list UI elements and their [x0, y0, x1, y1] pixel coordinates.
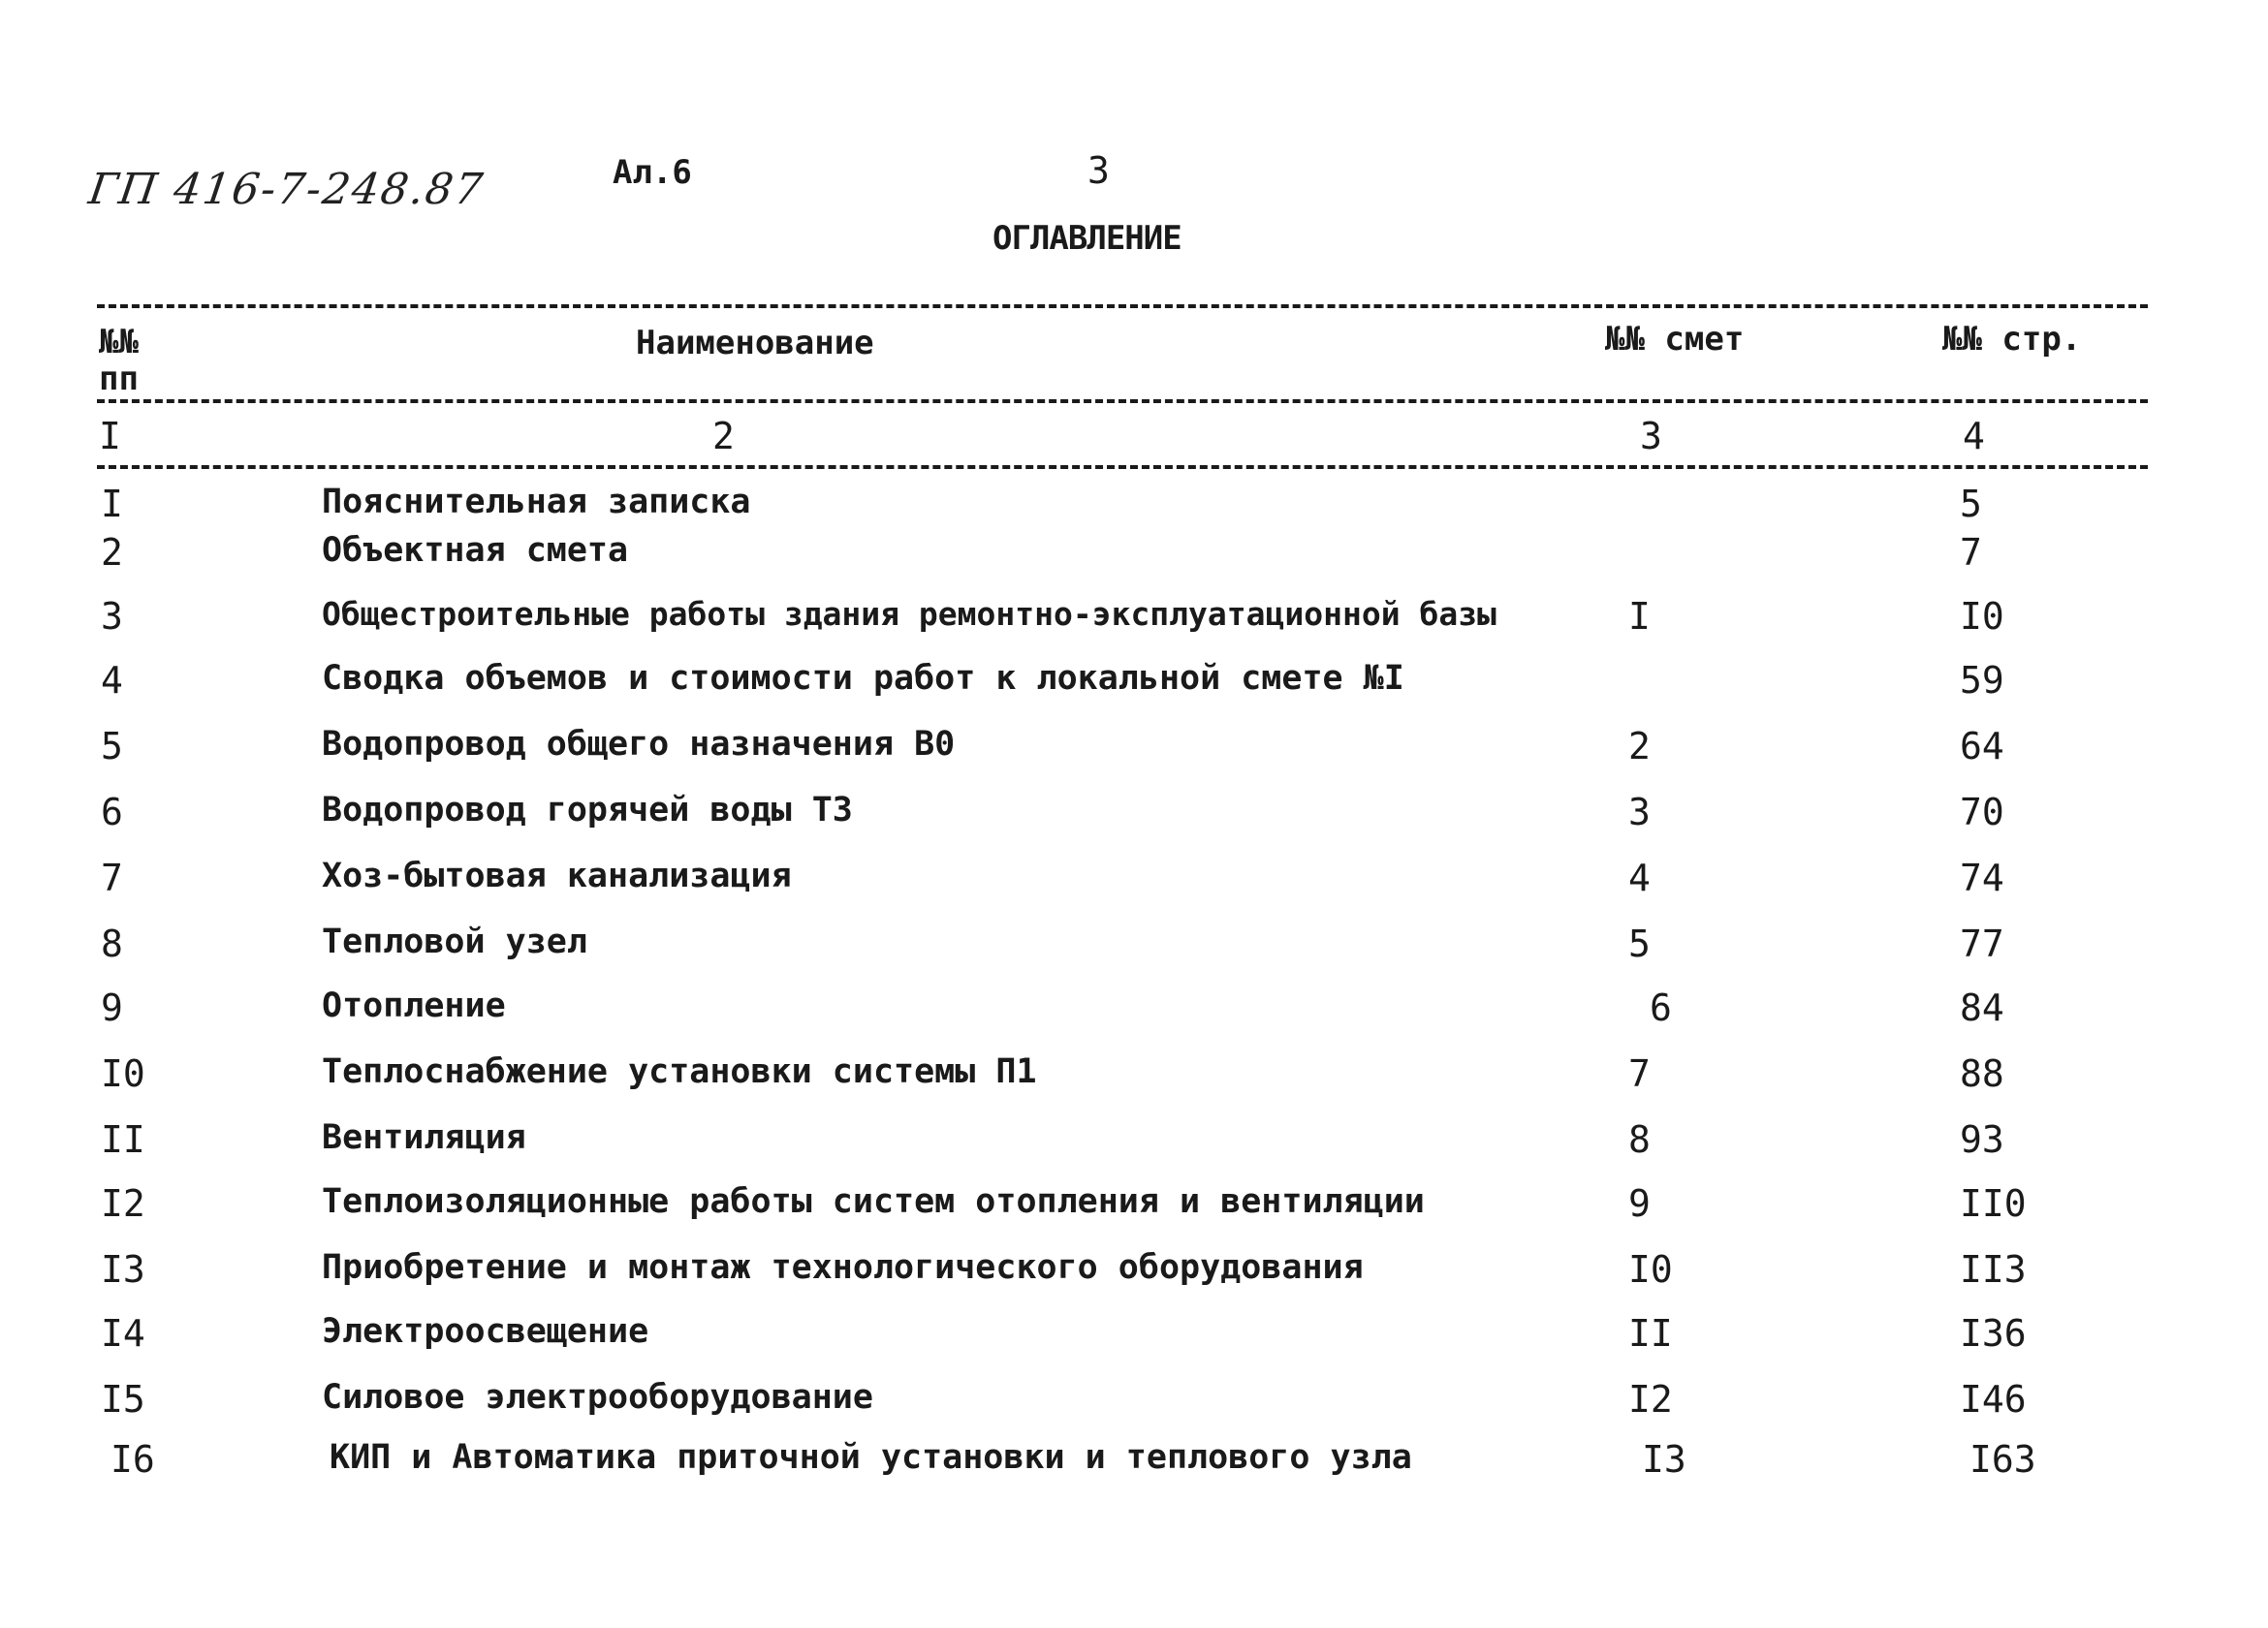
row-number: I6: [110, 1438, 155, 1481]
row-page: I63: [1969, 1438, 2036, 1481]
row-page: I36: [1960, 1312, 2027, 1355]
row-number: I4: [101, 1312, 145, 1355]
row-estimate: 5: [1628, 923, 1651, 965]
row-number: 3: [101, 595, 123, 638]
row-name: Отопление: [322, 986, 506, 1025]
table-top-rule: [97, 304, 2148, 308]
row-name: Теплоизоляционные работы систем отопления и вентиляции: [322, 1182, 1425, 1221]
row-estimate: 4: [1628, 857, 1651, 899]
row-page: 7: [1960, 531, 1982, 574]
row-page: 84: [1960, 986, 2004, 1029]
table-row: [0, 659, 2268, 717]
column-header-page: №№ стр.: [1942, 320, 2082, 359]
table-row: [0, 1052, 2268, 1111]
column-header-number-line1: №№: [99, 323, 139, 361]
row-page: 93: [1960, 1118, 2004, 1161]
row-page: 5: [1960, 483, 1982, 525]
table-row: [0, 1438, 2268, 1496]
row-number: I0: [101, 1052, 145, 1095]
row-page: 77: [1960, 923, 2004, 965]
table-row: [0, 923, 2268, 981]
row-estimate: 6: [1650, 986, 1672, 1029]
row-page: 74: [1960, 857, 2004, 899]
row-page: 88: [1960, 1052, 2004, 1095]
table-row: [0, 725, 2268, 783]
row-number: 9: [101, 986, 123, 1029]
row-page: 64: [1960, 725, 2004, 767]
row-estimate: 3: [1628, 791, 1651, 833]
row-number: I: [101, 483, 123, 525]
row-name: Силовое электрооборудование: [322, 1378, 873, 1417]
row-estimate: 8: [1628, 1118, 1651, 1161]
row-name: Объектная смета: [322, 531, 629, 570]
row-number: 5: [101, 725, 123, 767]
column-number-2: 2: [712, 415, 735, 457]
row-name: Сводка объемов и стоимости работ к локальной смете №I: [322, 659, 1404, 698]
table-row: [0, 791, 2268, 849]
row-name: КИП и Автоматика приточной установки и теплового узла: [330, 1438, 1412, 1477]
column-number-3: 3: [1640, 415, 1662, 457]
column-header-number-line2: пп: [99, 360, 139, 398]
table-row: [0, 1312, 2268, 1370]
table-row: [0, 857, 2268, 915]
row-name: Вентиляция: [322, 1118, 526, 1157]
table-row: [0, 1248, 2268, 1306]
table-row: [0, 595, 2268, 653]
column-number-4: 4: [1963, 415, 1985, 457]
row-estimate: I3: [1642, 1438, 1686, 1481]
row-number: 4: [101, 659, 123, 702]
row-number: I2: [101, 1182, 145, 1225]
row-page: 59: [1960, 659, 2004, 702]
column-header-estimate: №№ смет: [1605, 320, 1745, 359]
page-number: 3: [1087, 149, 1110, 192]
row-number: 2: [101, 531, 123, 574]
row-name: Приобретение и монтаж технологического оборудования: [322, 1248, 1364, 1287]
row-name: Пояснительная записка: [322, 483, 751, 521]
row-page: II0: [1960, 1182, 2027, 1225]
table-row: [0, 1378, 2268, 1436]
row-page: 70: [1960, 791, 2004, 833]
row-number: I3: [101, 1248, 145, 1291]
table-row: [0, 986, 2268, 1045]
row-number: II: [101, 1118, 145, 1161]
table-row: [0, 1118, 2268, 1176]
column-header-number: [99, 324, 139, 397]
row-estimate: I0: [1628, 1248, 1673, 1291]
row-name: Общестроительные работы здания ремонтно-эксплуатационной базы: [322, 595, 1496, 633]
row-estimate: 7: [1628, 1052, 1651, 1095]
row-number: 6: [101, 791, 123, 833]
row-estimate: I2: [1628, 1378, 1673, 1421]
row-name: Электроосвещение: [322, 1312, 649, 1351]
sheet-label: Ал.6: [613, 153, 692, 192]
body-rule: [97, 465, 2148, 469]
row-page: I0: [1960, 595, 2004, 638]
column-number-1: I: [99, 415, 121, 457]
row-page: II3: [1960, 1248, 2027, 1291]
header-rule: [97, 399, 2148, 403]
table-row: [0, 531, 2268, 589]
row-name: Водопровод общего назначения В0: [322, 725, 956, 764]
row-name: Водопровод горячей воды Т3: [322, 791, 853, 830]
row-number: I5: [101, 1378, 145, 1421]
row-estimate: 9: [1628, 1182, 1651, 1225]
row-estimate: 2: [1628, 725, 1651, 767]
row-page: I46: [1960, 1378, 2027, 1421]
row-estimate: II: [1628, 1312, 1673, 1355]
row-name: Теплоснабжение установки системы П1: [322, 1052, 1037, 1091]
column-header-name: Наименование: [636, 324, 874, 362]
row-name: Хоз-бытовая канализация: [322, 857, 792, 895]
row-number: 8: [101, 923, 123, 965]
page-title: ОГЛАВЛЕНИЕ: [992, 219, 1181, 258]
row-estimate: I: [1628, 595, 1651, 638]
document-code: ГП 416-7-248.87: [85, 165, 488, 214]
table-row: [0, 1182, 2268, 1240]
row-number: 7: [101, 857, 123, 899]
row-name: Тепловой узел: [322, 923, 587, 961]
